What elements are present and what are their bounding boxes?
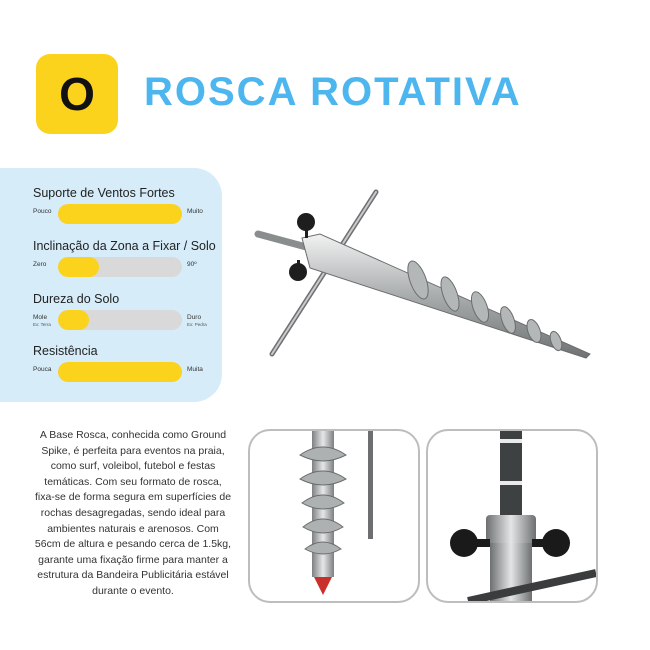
spec-wind xyxy=(33,186,213,226)
product-description: A Base Rosca, conhecida como Ground Spike, é perfeita para eventos na praia, como surf, voleibol, futebol e festas temáticas. Com seu formato de rosca, fixa-se de forma segura em superfícies de rochas desagregadas, sendo ideal para ambientes naturais e arenosos. Com 56cm de altura e pesando cerca de 1.5kg, garante uma fixação firme para manter a estrutura da Bandeira Publicitária estável durante o evento. xyxy=(34,429,232,597)
spec-title: Resistência xyxy=(33,344,98,358)
spec-bar xyxy=(58,310,182,330)
spec-hardness xyxy=(33,292,213,332)
spec-max-label: Muito xyxy=(187,208,203,215)
spec-inclination xyxy=(33,239,216,279)
spec-min-label: Zero xyxy=(33,261,47,268)
specs-panel xyxy=(0,168,222,402)
spec-bar xyxy=(58,362,182,382)
spec-title: Inclinação da Zona a Fixar / Solo xyxy=(33,239,216,253)
spec-max-label: 90º xyxy=(187,261,197,268)
badge-letter: O xyxy=(36,54,118,134)
spec-max-label: Duro Ex: Pedra xyxy=(187,314,207,327)
page-title: ROSCA ROTATIVA xyxy=(144,70,522,114)
spec-title: Dureza do Solo xyxy=(33,292,120,306)
knob-closeup-image xyxy=(428,431,596,601)
spec-resistance xyxy=(33,344,213,384)
spec-max-label: Muita xyxy=(187,366,203,373)
spec-bar xyxy=(58,257,182,277)
detail-photo-knobs xyxy=(426,429,598,603)
spec-min-label: Pouca xyxy=(33,366,52,373)
detail-photo-screw xyxy=(248,429,420,603)
spec-bar xyxy=(58,204,182,224)
spec-min-label: Mole Ex: Terra xyxy=(33,314,51,327)
spec-min-label: Pouco xyxy=(33,208,52,215)
screw-closeup-image xyxy=(250,431,418,601)
spec-title: Suporte de Ventos Fortes xyxy=(33,186,175,200)
ground-spike-image xyxy=(250,188,610,378)
